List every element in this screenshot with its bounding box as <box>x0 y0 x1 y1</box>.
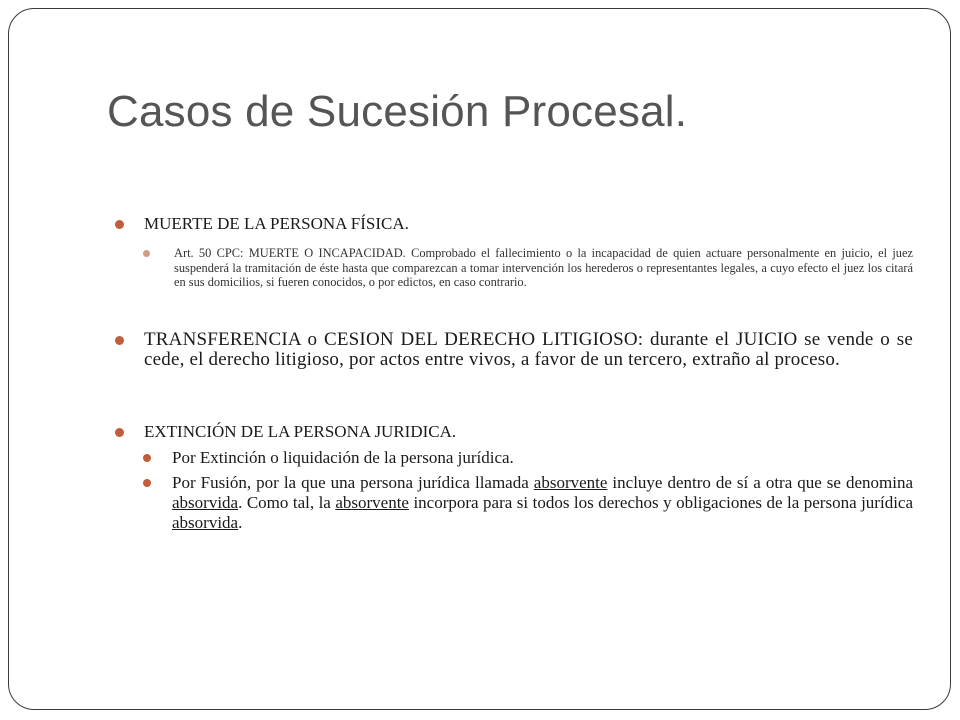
sub-bullet-text: Art. 50 CPC: MUERTE O INCAPACIDAD. Comprobado el fallecimiento o la incapacidad de quien actuare personalmente en juicio, el juez suspenderá la tramitación de éste hasta que comparezcan a tomar intervención los herederos o representantes legales, a cuyo efecto el juez los citará en sus domicilios, si fueren conocidos, o por edictos, en caso contrario. <box>174 246 913 289</box>
slide-title: Casos de Sucesión Procesal. <box>107 87 688 136</box>
bullet-dot-icon <box>115 220 124 229</box>
bullet-text: EXTINCIÓN DE LA PERSONA JURIDICA. <box>144 421 457 441</box>
bullet-text: TRANSFERENCIA o CESION DEL DERECHO LITIGIOSO: durante el JUICIO se vende o se cede, el derecho litigioso, por actos entre vivos, a favor de un tercero, extraño al proceso. <box>144 328 913 370</box>
bullet-dot-icon <box>115 428 124 437</box>
slide-content <box>115 214 913 533</box>
term-absorvida: absorvida <box>172 512 239 532</box>
bullet-dot-icon <box>115 336 124 345</box>
sub-bullet-text: Por Extinción o liquidación de la persona jurídica. <box>172 447 514 467</box>
fusion-text-1: Por Fusión, por la que una persona jurídica llamada <box>172 472 534 492</box>
slide-frame <box>8 8 951 710</box>
sub-bullet-dot-icon <box>143 479 151 487</box>
sub-bullet-dot-icon <box>143 454 151 462</box>
fusion-text-4: incorpora para si todos los derechos y obligaciones de la persona jurídica <box>408 492 914 512</box>
fusion-text-2: incluye dentro de sí a otra que se denomina <box>607 472 913 492</box>
bullet-text: MUERTE DE LA PERSONA FÍSICA. <box>144 214 409 233</box>
fusion-text-5: . <box>238 512 243 532</box>
bullet-transferencia-cesion <box>115 330 913 370</box>
term-absorvente: absorvente <box>533 472 608 492</box>
bullet-muerte-persona-fisica <box>115 214 913 234</box>
sub-bullet-fusion <box>143 473 913 533</box>
sub-bullet-extincion-liquidacion <box>143 448 913 468</box>
term-absorvente: absorvente <box>335 492 409 512</box>
sub-bullet-dot-icon <box>143 250 150 257</box>
term-absorvida: absorvida <box>172 492 239 512</box>
sub-bullet-art-50 <box>143 246 913 290</box>
bullet-extincion-persona-juridica <box>115 422 913 442</box>
fusion-text-3: . Como tal, la <box>238 492 336 512</box>
